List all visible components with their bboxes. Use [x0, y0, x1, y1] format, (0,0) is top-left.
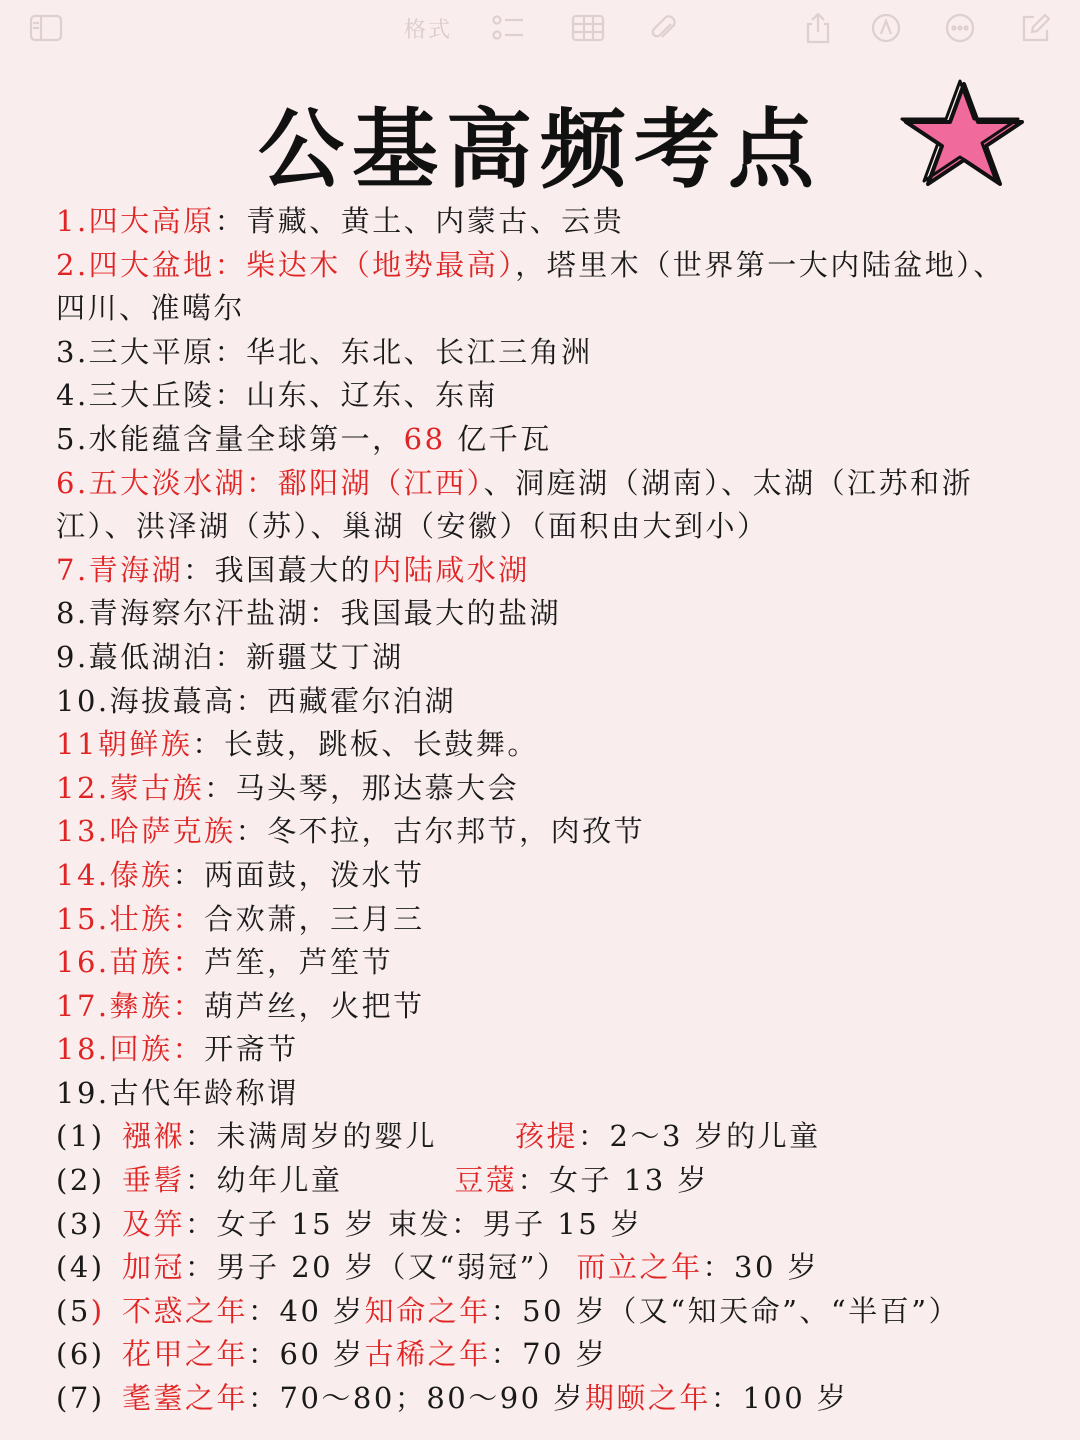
list-item: 16.苗族：芦笙，芦笙节 [56, 945, 394, 980]
list-item: 12.蒙古族：马头琴，那达慕大会 [56, 770, 520, 805]
list-item: 11朝鲜族：长鼓，跳板、长鼓舞。 [56, 727, 539, 762]
checklist-icon[interactable] [490, 12, 526, 44]
list-item: 8.青海察尔汗盐湖：我国最大的盐湖 [56, 596, 562, 631]
list-item: 5.水能蕴含量全球第一，68 亿千瓦 [56, 421, 552, 456]
list-item: 2.四大盆地：柴达木（地势最高），塔里木（世界第一大内陆盆地）、 [56, 247, 1005, 282]
markup-pen-icon[interactable] [868, 12, 904, 44]
list-item: 9.蕞低湖泊：新疆艾丁湖 [56, 639, 404, 674]
age-row: (5) 不惑之年 ：40 岁 知命之年 ：50 岁（又“知天命”、“半百”） [56, 1293, 961, 1328]
sidebar-toggle-icon[interactable] [28, 12, 64, 44]
paperclip-icon[interactable] [646, 12, 682, 44]
more-options-icon[interactable] [942, 12, 978, 44]
age-row: (3) 及笄 ：女子 15 岁 束发：男子 15 岁 [56, 1206, 643, 1241]
list-item: 1.四大高原：青藏、黄土、内蒙古、云贵 [56, 204, 625, 238]
age-row: (7) 耄耋之年 ：70～80；80～90 岁 期颐之年 ：100 岁 [56, 1381, 849, 1416]
age-row: (2) 垂髫 ：幼年儿童 豆蔻 ：女子 13 岁 [56, 1163, 709, 1198]
list-item-continuation: 四川、准噶尔 [56, 291, 246, 326]
list-item: 7.青海湖：我国蕞大的内陆咸水湖 [56, 552, 530, 587]
format-button[interactable]: 格式 [403, 17, 452, 43]
list-item: 10.海拔蕞高：西藏霍尔泊湖 [56, 683, 457, 718]
age-row: (1) 襁褓 ：未满周岁的婴儿 孩提 ：2～3 岁的儿童 [56, 1119, 821, 1154]
list-item: 14.傣族：两面鼓，泼水节 [56, 857, 425, 892]
list-item: 18.回族：开斋节 [56, 1032, 299, 1067]
list-item: 19.古代年龄称谓 [56, 1075, 299, 1110]
share-icon[interactable] [800, 12, 836, 44]
toolbar [0, 0, 1080, 56]
list-item: 17.彝族：葫芦丝，火把节 [56, 988, 425, 1023]
table-icon[interactable] [570, 12, 606, 44]
list-item: 15.壮族：合欢萧，三月三 [56, 901, 425, 936]
page-title: 公基高频考点 [258, 100, 822, 200]
age-row: (4) 加冠 ：男子 20 岁（又“弱冠”） 而立之年 ：30 岁 [56, 1250, 820, 1285]
list-item: 13.哈萨克族：冬不拉，古尔邦节，肉孜节 [56, 814, 646, 849]
age-row: (6) 花甲之年 ：60 岁 古稀之年 ：70 岁 [56, 1337, 608, 1372]
star-icon [900, 78, 1025, 188]
notes-content [56, 200, 1040, 1421]
list-item-continuation: 江）、洪泽湖（苏）、巢湖（安徽）（面积由大到小） [56, 509, 769, 544]
list-item: 4.三大丘陵：山东、辽东、东南 [56, 378, 499, 413]
list-item: 3.三大平原：华北、东北、长江三角洲 [56, 334, 593, 369]
list-item: 6.五大淡水湖：鄱阳湖（江西）、洞庭湖（湖南）、太湖（江苏和浙 [56, 465, 974, 500]
compose-icon[interactable] [1018, 12, 1054, 44]
